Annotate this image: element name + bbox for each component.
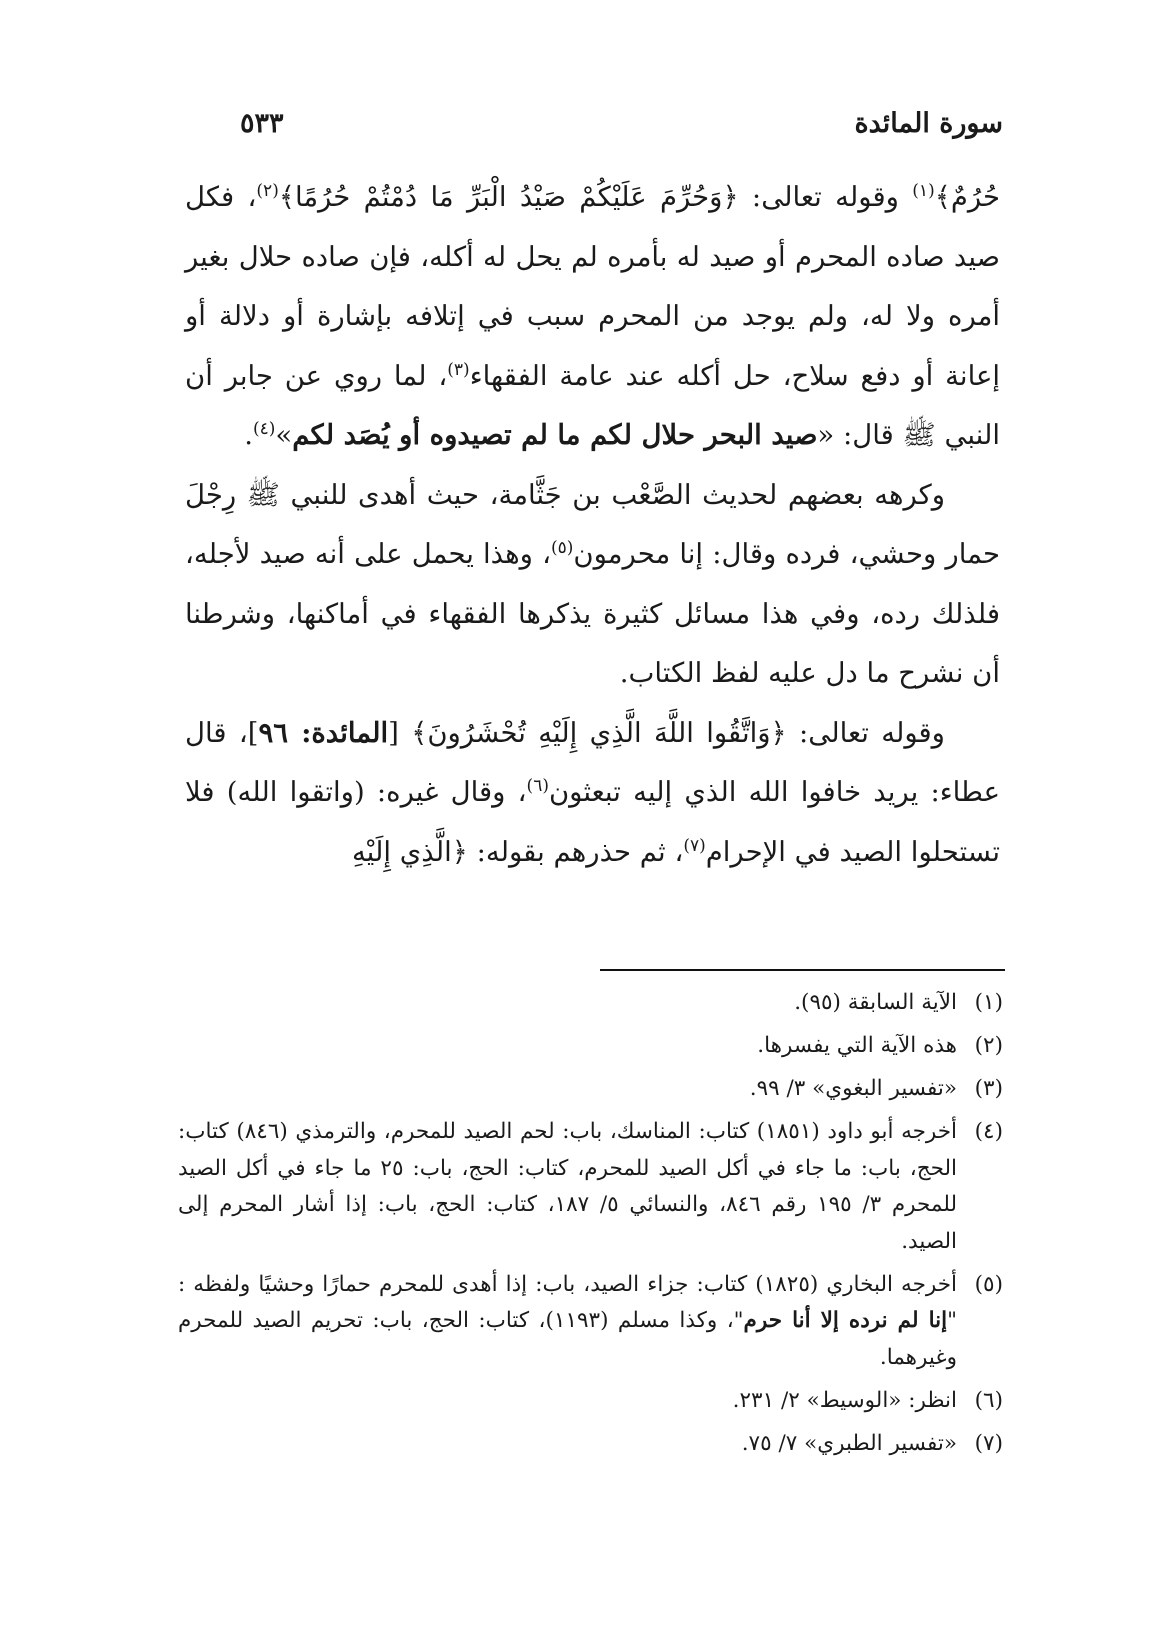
text-span: ، لما روي عن جابر أن النبي ﷺ قال: « (185, 359, 1000, 451)
page-number: ٥٣٣ (240, 107, 284, 139)
footnote-ref: (٤) (252, 418, 276, 439)
quran-verse: ﴿وَحُرِّمَ عَلَيْكُمْ صَيْدُ الْبَرِّ مَا دُمْتُمْ حُرُمًا﴾ (278, 181, 739, 213)
footnote-text-part: أخرجه البخاري (١٨٢٥) كتاب: جزاء الصيد، باب: إذا أهدى للمحرم حمارًا وحشيًا ولفظه : " (178, 1271, 957, 1333)
quran-verse: ﴿وَاتَّقُوا اللَّهَ الَّذِي إِلَيْهِ تُحْشَرُونَ﴾ (411, 716, 787, 749)
footnote-number: (٢) (974, 1033, 1003, 1058)
page-header (240, 98, 1003, 148)
footnote-ref: (٧) (683, 835, 706, 856)
footnote-number: (٤) (974, 1119, 1003, 1144)
hadith-text: صيد البحر حلال لكم ما لم تصيدوه أو يُصَد لكم (292, 419, 818, 451)
paragraph-1 (185, 168, 1000, 466)
footnote-number: (٧) (974, 1430, 1003, 1456)
footnotes (178, 985, 1003, 1469)
footnote-text: هذه الآية التي يفسرها. (757, 1033, 957, 1058)
text-span: ، وقال غيره: (واتقوا الله) فلا تستحلوا الصيد في الإحرام (185, 776, 1000, 868)
text-span: ، فكل صيد صاده المحرم أو صيد له بأمره لم يحل له أكله، فإن صاده حلال بغير أمره ولا له، ولم يوجد من المحرم سبب في إتلافه بإشارة أو دلالة أو إعانة أو دفع سلاح، حل أكله عند عامة الفقهاء (185, 181, 1000, 392)
footnote-4 (178, 1114, 1003, 1260)
footnote-text: انظر: «الوسيط» ٢/ ٢٣١. (732, 1387, 957, 1413)
footnote-1 (178, 985, 1003, 1022)
footnote-ref: (٢) (256, 180, 279, 201)
footnote-text: «تفسير الطبري» ٧/ ٧٥. (741, 1430, 957, 1456)
text-span: . (244, 419, 253, 451)
footnote-number: (٦) (974, 1387, 1003, 1413)
main-text (185, 168, 1000, 882)
text-span: وقوله تعالى: (786, 716, 945, 749)
footnote-text-part: "، وكذا مسلم (١١٩٣)، كتاب: الحج، باب: تحريم الصيد للمحرم وغيرهما. (178, 1308, 957, 1370)
running-title: سورة المائدة (854, 107, 1003, 139)
footnote-7 (178, 1426, 1003, 1463)
quran-verse: ﴿الَّذِي إِلَيْهِ (351, 835, 468, 868)
footnote-number: (٣) (974, 1076, 1003, 1101)
footnote-text: الآية السابقة (٩٥). (794, 990, 957, 1015)
footnote-number: (٥) (974, 1271, 1003, 1297)
text-span: ، ثم حذرهم بقوله: (467, 835, 684, 868)
footnote-ref: (٣) (447, 359, 470, 380)
footnote-2 (178, 1028, 1003, 1065)
text-span: ، وهذا يحمل على أنه صيد لأجله، فلذلك رده، وفي هذا مسائل كثيرة يذكرها الفقهاء في أماكنها، وشرطنا أن نشرح ما دل عليه لفظ الكتاب. (185, 538, 1000, 689)
text-span: وكرهه بعضهم لحديث الصَّعْب بن جَثَّامة، حيث أهدى للنبي ﷺ رِجْلَ حمار وحشي، فرده وقال: إنا محرمون (185, 478, 1000, 570)
verse-reference: المائدة: ٩٦ (258, 716, 389, 749)
footnote-ref: (٦) (526, 775, 549, 796)
footnote-text: «تفسير البغوي» ٣/ ٩٩. (749, 1076, 957, 1101)
footnote-separator (600, 969, 1005, 971)
text-span: » (275, 419, 293, 451)
paragraph-3 (185, 704, 1000, 883)
footnote-number: (١) (974, 990, 1003, 1015)
footnote-text (178, 1267, 957, 1377)
text-span: ]، قال عطاء: يريد خافوا الله الذي إليه تبعثون (185, 716, 1000, 808)
footnote-5 (178, 1267, 1003, 1377)
hadith-wording: إنا لم نرده إلا أنا حرم (743, 1308, 948, 1333)
text-span: [ (388, 716, 412, 749)
footnote-ref: (٥) (550, 537, 574, 558)
paragraph-2 (185, 466, 1000, 704)
text-span: وقوله تعالى: (738, 181, 913, 213)
footnote-text: أخرجه أبو داود (١٨٥١) كتاب: المناسك، باب: لحم الصيد للمحرم، والترمذي (٨٤٦) كتاب: الحج، باب: ما جاء في أكل الصيد للمحرم، كتاب: الحج، باب: ٢٥ ما جاء في أكل الصيد للمحرم ٣/ ١٩٥ رقم ٨٤٦، والنسائي ٥/ ١٨٧، كتاب: الحج، باب: إذا أشار المحرم إلى الصيد. (178, 1119, 958, 1254)
verse-fragment: حُرُمٌ﴾ (934, 181, 1001, 213)
footnote-ref: (١) (912, 180, 935, 201)
footnote-6 (178, 1383, 1003, 1420)
footnote-3 (178, 1071, 1003, 1108)
